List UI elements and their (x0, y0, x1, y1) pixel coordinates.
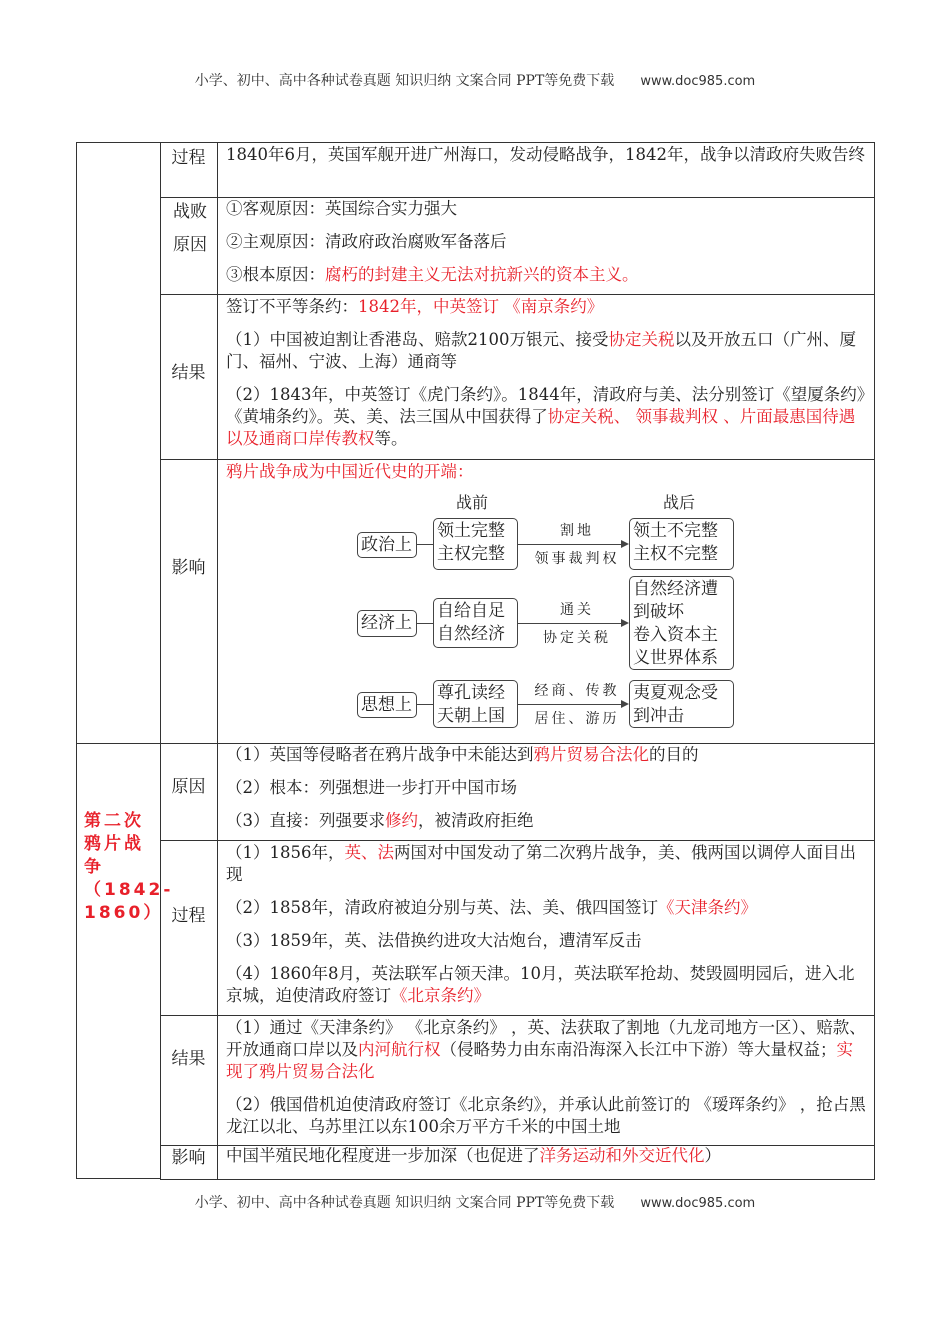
after-line: 到破坏 (633, 602, 684, 622)
second_war-row-label: 过程 (171, 906, 206, 926)
first_war-row-label: 结果 (171, 363, 206, 383)
paragraph (226, 1145, 868, 1167)
header-url[interactable]: www.doc985.com (640, 74, 756, 89)
before-line: 天朝上国 (437, 706, 505, 726)
text-segment: （1）英国等侵略者在鸦片战争中未能达到 (226, 745, 534, 764)
header-text: 小学、初中、高中各种试卷真题 知识归纳 文案合同 PPT等免费下载 (194, 73, 615, 89)
aspect-box: 经济上 (357, 610, 417, 637)
second_war-row-text (226, 744, 868, 843)
paragraph (226, 744, 868, 766)
paragraph (226, 777, 868, 799)
highlighted-text: 《天津条约》 (658, 898, 757, 917)
arrow-line (518, 544, 622, 545)
paragraph (226, 296, 868, 318)
footer-text: 小学、初中、高中各种试卷真题 知识归纳 文案合同 PPT等免费下载 (194, 1195, 615, 1211)
arrow-head-icon (621, 619, 629, 627)
paragraph (226, 264, 868, 286)
text-segment: ①客观原因：英国综合实力强大 (226, 199, 457, 218)
text-segment: 以及开放五口（广州、厦门、福州、宁波、上海）通商等 (226, 330, 856, 371)
first_war-row-label: 过程 (171, 148, 206, 168)
text-segment: ，被清政府拒绝 (418, 811, 534, 830)
before-line: 主权完整 (437, 544, 505, 564)
arrow-bottom-label: 居住、游历 (534, 711, 620, 727)
before-line: 自给自足 (437, 601, 505, 621)
highlighted-text: 协定关税 (608, 330, 675, 349)
text-segment: 1840年6月，英国军舰开进广州海口，发动侵略战争，1842年，战争以清政府失败告终 (226, 145, 865, 164)
text-segment: 两国对中国发动了第二次鸦片战争，美、俄两国以调停人面目出现 (226, 843, 856, 884)
paragraph (226, 329, 868, 373)
text-segment: 签订不平等条约： (226, 297, 358, 316)
paragraph (226, 897, 868, 919)
arrow-top-label: 通关 (560, 602, 594, 618)
paragraph (226, 963, 868, 1007)
highlighted-text: 洋务运动和外交近代化 (539, 1146, 705, 1165)
after-line: 义世界体系 (633, 648, 718, 668)
text-segment: （3）1859年，英、法借换约进攻大沽炮台，遭清军反击 (226, 931, 642, 950)
first_war-row-text (226, 296, 868, 461)
paragraph (226, 144, 868, 166)
before-box (433, 518, 518, 570)
connector-line (417, 623, 433, 624)
first_war-row-label: 影响 (171, 558, 206, 578)
first_war-row-text (226, 198, 868, 297)
connector-line (417, 544, 433, 545)
paragraph (226, 810, 868, 832)
second_war-row-label: 结果 (171, 1049, 206, 1069)
highlighted-text: 实现了鸦片贸易合法化 (226, 1040, 853, 1081)
second-war-title: 第二次鸦片战争（1842-1860） (84, 811, 174, 923)
page-header (0, 70, 950, 90)
arrow-head-icon (621, 700, 629, 708)
before-box (433, 598, 518, 648)
first_war-row-text (226, 144, 868, 177)
after-box (629, 576, 734, 670)
arrow-head-icon (621, 540, 629, 548)
after-line: 到冲击 (633, 706, 684, 726)
first_war-label-cell (160, 459, 218, 744)
first-war-column (76, 142, 161, 744)
arrow-line (518, 623, 622, 624)
after-box (629, 680, 734, 728)
before-line: 领土完整 (437, 521, 505, 541)
highlighted-text: 腐朽的封建主义无法对抗新兴的资本主义。 (325, 265, 639, 284)
paragraph (226, 384, 868, 450)
paragraph (226, 1017, 868, 1083)
highlighted-text: 英、法 (344, 843, 394, 862)
second_war-row-text (226, 1017, 868, 1149)
paragraph (226, 231, 868, 253)
text-segment: （1）通过《天津条约》 《北京条约》 ，英、法获取了割地（九龙司地方一区）、赔款、开放通商口岸以及 (226, 1018, 866, 1059)
after-line: 卷入资本主 (633, 625, 718, 645)
after-heading: 战后 (663, 493, 696, 512)
after-box (629, 518, 734, 570)
second_war-row-text (226, 842, 868, 1018)
text-segment: ） (704, 1146, 721, 1165)
aspect-box: 思想上 (357, 692, 417, 718)
highlighted-text: 内河航行权 (358, 1040, 441, 1059)
text-segment: （2）1843年，中英签订《虎门条约》。1844年，清政府与美、法分别签订《望厦条约》《黄埔条约》。英、美、法三国从中国获得了 (226, 385, 865, 426)
text-segment: （2）1858年，清政府被迫分别与英、法、美、俄四国签订 (226, 898, 658, 917)
text-segment: （2）根本：列强想进一步打开中国市场 (226, 778, 517, 797)
first_war-row-text (226, 461, 868, 494)
after-line: 自然经济遭 (633, 579, 718, 599)
text-segment: 中国半殖民地化程度进一步加深（也促进了 (226, 1146, 540, 1165)
after-line: 主权不完整 (633, 544, 718, 564)
before-line: 自然经济 (437, 624, 505, 644)
footer-url[interactable]: www.doc985.com (640, 1196, 756, 1211)
arrow-top-label: 经商、传教 (534, 683, 620, 699)
text-segment: （3）直接：列强要求 (226, 811, 385, 830)
second_war-row-label: 影响 (171, 1148, 206, 1168)
paragraph (226, 198, 868, 220)
paragraph (226, 842, 868, 886)
text-segment: 等。 (374, 429, 408, 448)
text-segment: （侵略势力由东南沿海深入长江中下游）等大量权益； (440, 1040, 837, 1059)
highlighted-text: 协定关税、 领事裁判权 、片面最惠国待遇以及通商口岸传教权 (226, 407, 856, 448)
text-segment: ②主观原因：清政府政治腐败军备落后 (226, 232, 507, 251)
second_war-row-label: 原因 (171, 777, 206, 797)
before-line: 尊孔读经 (437, 683, 505, 703)
after-line: 夷夏观念受 (633, 683, 718, 703)
arrow-line (518, 704, 622, 705)
highlighted-text: 鸦片贸易合法化 (533, 745, 649, 764)
text-segment: （4）1860年8月，英法联军占领天津。10月，英法联军抢劫、焚毁圆明园后，进入北京城，迫使清政府签订 (226, 964, 855, 1005)
arrow-bottom-label: 协定关税 (543, 630, 611, 646)
after-line: 领土不完整 (633, 521, 718, 541)
paragraph (226, 1094, 868, 1138)
first_war-row-label: 战败原因 (173, 202, 207, 255)
highlighted-text: 鸦片战争成为中国近代史的开端： (226, 462, 474, 481)
arrow-top-label: 割地 (560, 523, 594, 539)
second_war-row-text (226, 1145, 868, 1178)
text-segment: 的目的 (649, 745, 699, 764)
before-heading: 战前 (456, 493, 489, 512)
paragraph (226, 461, 868, 483)
text-segment: （1）中国被迫割让香港岛、赔款2100万银元、接受 (226, 330, 609, 349)
highlighted-text: 修约 (385, 811, 418, 830)
before-box (433, 680, 518, 728)
arrow-bottom-label: 领事裁判权 (534, 551, 620, 567)
paragraph (226, 930, 868, 952)
connector-line (417, 704, 433, 705)
page-footer (0, 1192, 950, 1212)
second_war-label-cell (160, 1015, 218, 1146)
highlighted-text: 《北京条约》 (391, 986, 490, 1005)
highlighted-text: 1842年，中英签订 《南京条约》 (358, 297, 604, 316)
text-segment: （1）1856年， (226, 843, 345, 862)
second-war-column (76, 743, 174, 1179)
aspect-box: 政治上 (357, 532, 417, 558)
text-segment: ③根本原因： (226, 265, 325, 284)
text-segment: （2）俄国借机迫使清政府签订《北京条约》，并承认此前签订的 《瑷珲条约》 ，抢占黑龙江以北、乌苏里江以东100余万平方千米的中国土地 (226, 1095, 866, 1136)
